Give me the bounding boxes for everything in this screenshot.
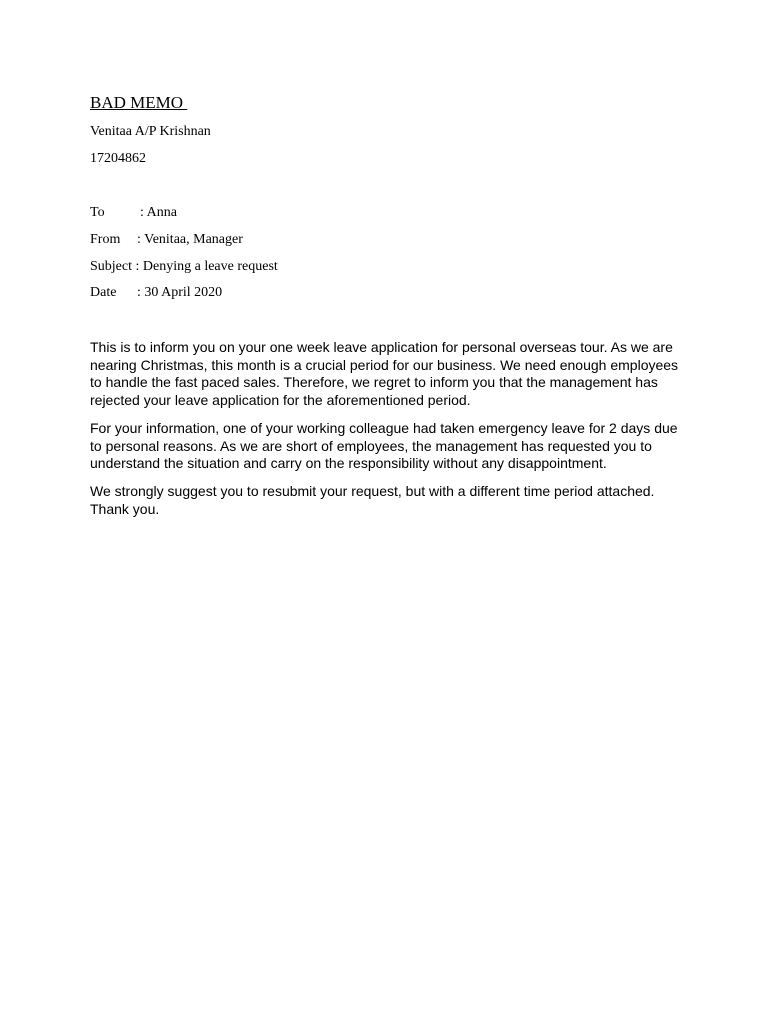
paragraph-text: We strongly suggest you to resubmit your request, but with a different time period attached. Thank you. xyxy=(90,483,655,517)
date-value: : 30 April 2020 xyxy=(137,285,223,300)
from-label: From xyxy=(90,232,121,247)
memo-title: BAD MEMO xyxy=(90,93,188,112)
to-label: To xyxy=(90,205,105,220)
body-paragraph-1 xyxy=(90,339,680,409)
paragraph-text: For your information, one of your working colleague had taken emergency leave for 2 days due to personal reasons. As we are short of employees, the management has requested you to understand the situation and carry on the responsibility without any disappointment. xyxy=(90,420,678,472)
subject-row xyxy=(90,258,278,276)
from-value: : Venitaa, Manager xyxy=(137,232,243,247)
author-id: 17204862 xyxy=(90,151,146,166)
to-row xyxy=(90,204,177,222)
body-paragraph-2 xyxy=(90,420,680,473)
subject-label: Subject xyxy=(90,259,132,274)
date-row xyxy=(90,284,222,302)
body-paragraph-3 xyxy=(90,483,680,518)
subject-value: : Denying a leave request xyxy=(135,259,278,274)
author-name: Venitaa A/P Krishnan xyxy=(90,124,211,139)
date-label: Date xyxy=(90,285,117,300)
to-value: : Anna xyxy=(140,205,177,220)
from-row xyxy=(90,231,243,249)
paragraph-text: This is to inform you on your one week leave application for personal overseas tour. As we are nearing Christmas, this month is a crucial period for our business. We need enough employees to handle the fast paced sales. Therefore, we regret to inform you that the management has rejected your leave application for the aforementioned period. xyxy=(90,339,679,408)
